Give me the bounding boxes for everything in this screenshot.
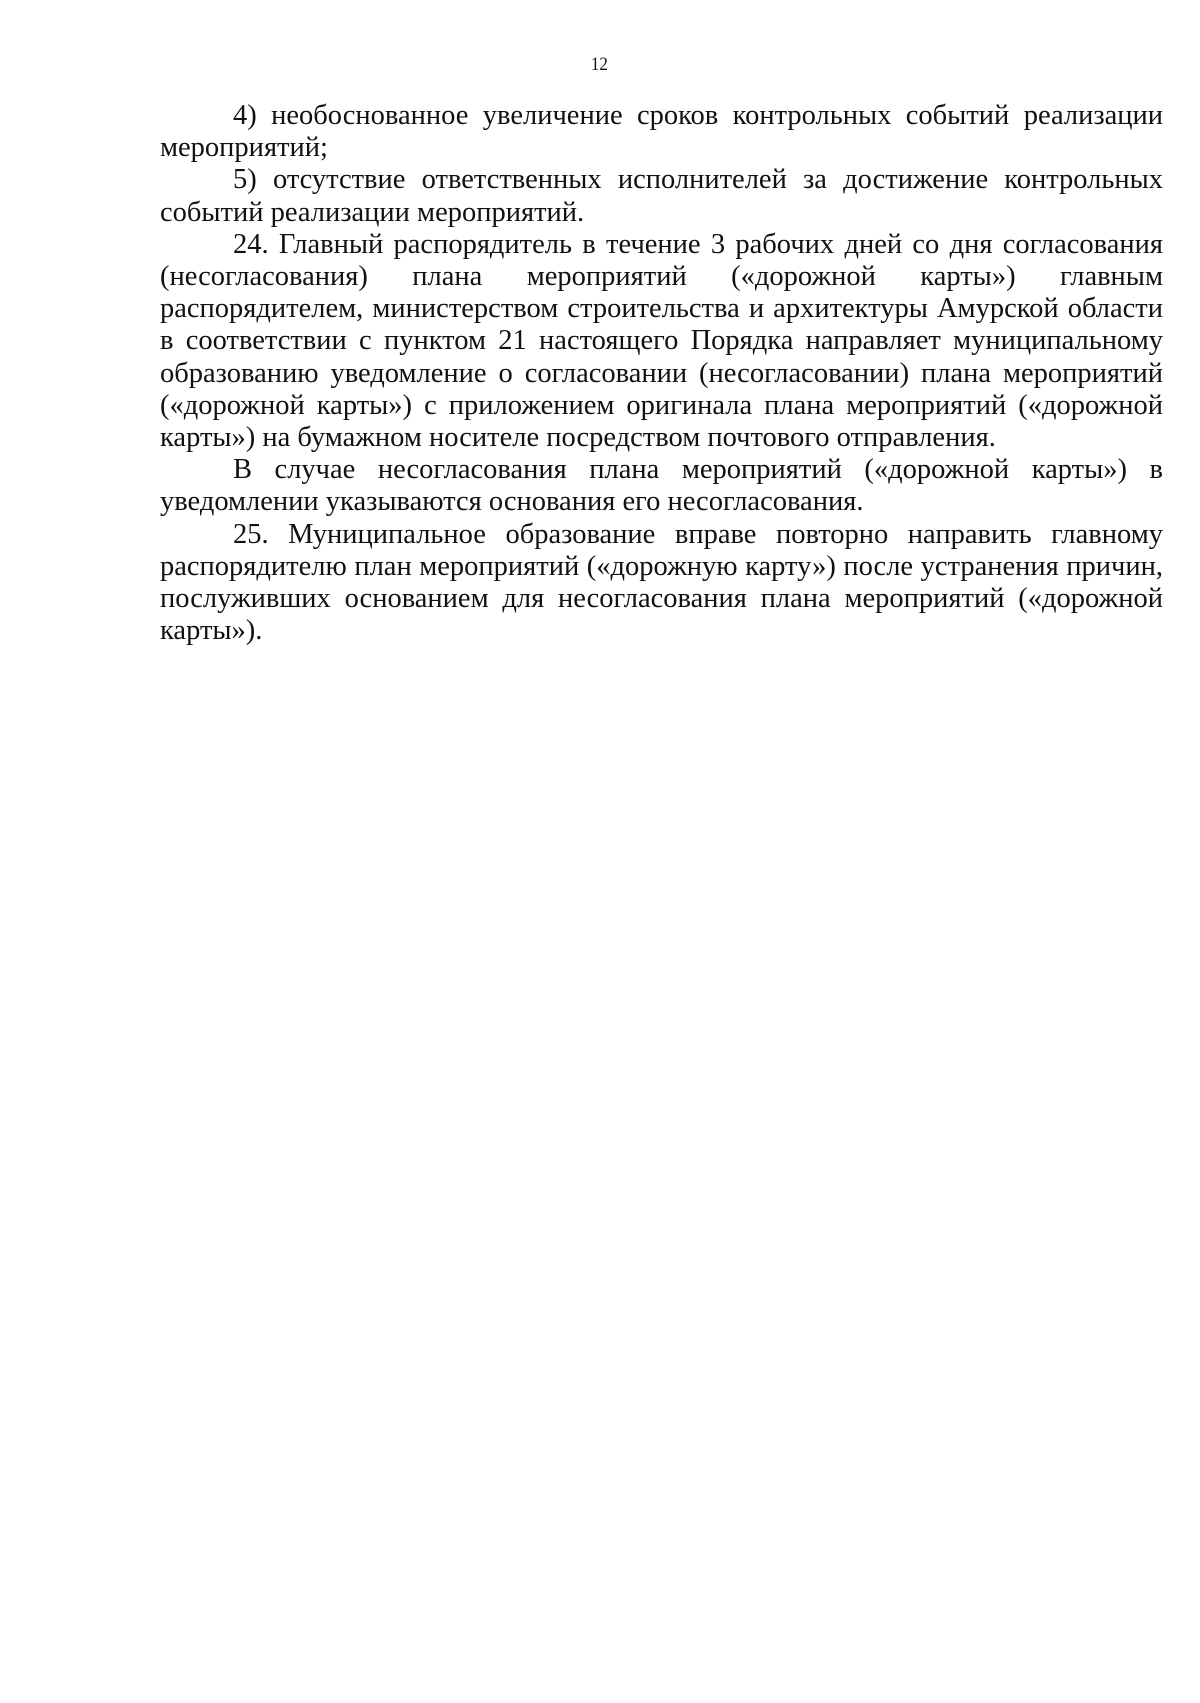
- page-number: 12: [590, 54, 608, 75]
- paragraph-item-4: 4) необоснованное увеличение сроков контрольных событий реализации мероприятий;: [160, 100, 1163, 164]
- paragraph-item-5: 5) отсутствие ответственных исполнителей за достижение контрольных событий реализации мероприятий.: [160, 164, 1163, 228]
- paragraph-clause-25: 25. Муниципальное образование вправе повторно направить главному распорядителю план мероприятий («дорожную карту») после устранения причин, послуживших основанием для несогласования плана мероприятий («дорожной карты»).: [160, 518, 1163, 647]
- paragraph-clause-24: 24. Главный распорядитель в течение 3 рабочих дней со дня согласования (несогласования) плана мероприятий («дорожной карты») главным распорядителем, министерством строительства и архитектуры Амурской области в соответствии с пунктом 21 настоящего Порядка направляет муниципальному образованию уведомление о согласовании (несогласовании) плана мероприятий («дорожной карты») с приложением оригинала плана мероприятий («дорожной карты») на бумажном носителе посредством почтового отправления.: [160, 228, 1163, 454]
- paragraph-clause-24-note: В случае несогласования плана мероприятий («дорожной карты») в уведомлении указываются основания его несогласования.: [160, 454, 1163, 518]
- document-body: [160, 100, 1163, 647]
